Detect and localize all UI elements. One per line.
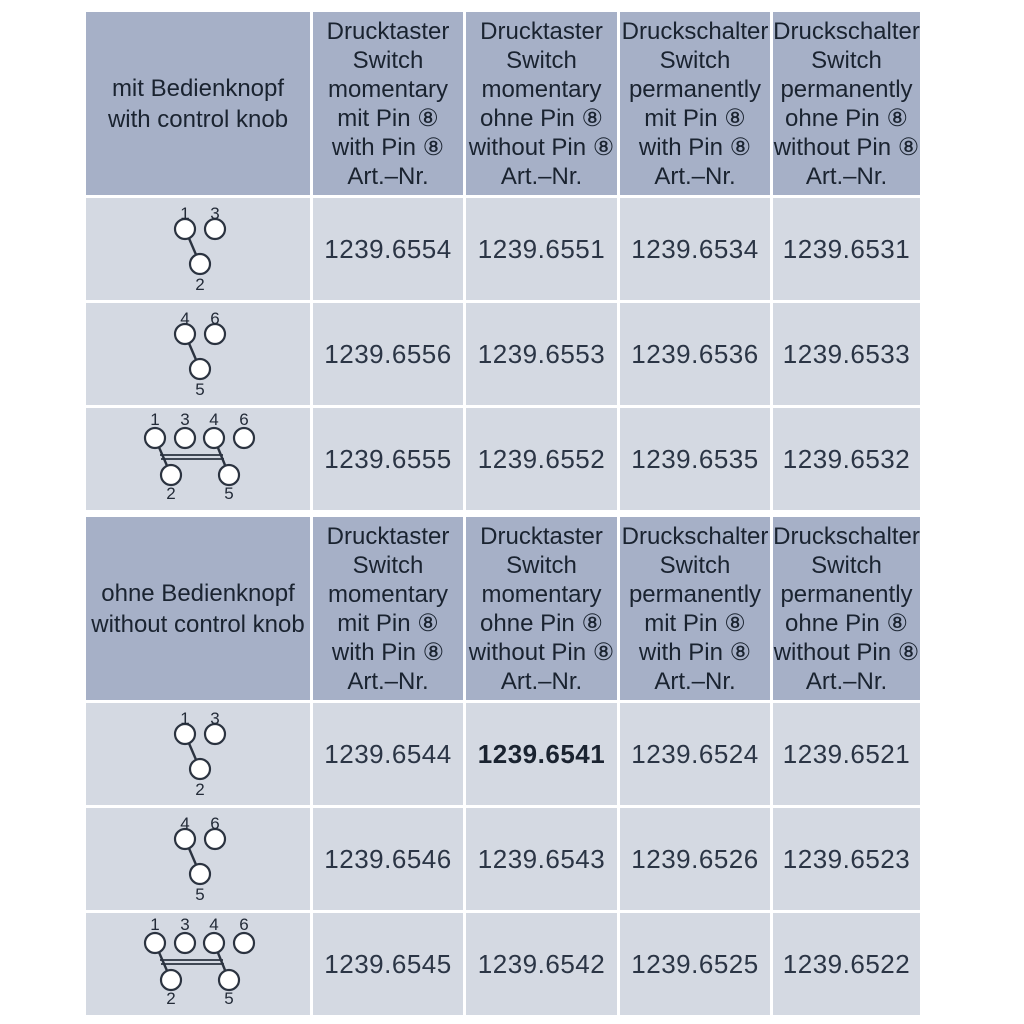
article-number-cell: 1239.6546 — [313, 808, 463, 910]
article-number-cell: 1239.6541 — [466, 703, 617, 805]
text-line: mit Bedienknopf — [111, 74, 285, 102]
text-line: Art.–Nr. — [500, 162, 583, 190]
article-number-tables — [86, 12, 920, 1022]
column-header-cell — [313, 12, 463, 195]
diagram-cell — [86, 198, 310, 300]
article-number-cell: 1239.6526 — [620, 808, 770, 910]
pin-label: 6 — [210, 814, 220, 833]
text-line: without Pin ⑧ — [468, 133, 615, 161]
text-line: Drucktaster — [480, 522, 603, 550]
pin-label: 5 — [224, 484, 234, 503]
pin-label: 3 — [180, 915, 190, 934]
pin-contact — [161, 970, 181, 990]
text-line: ohne Pin ⑧ — [480, 104, 603, 132]
text-line: Art.–Nr. — [805, 162, 888, 190]
text-line: permanently — [780, 580, 913, 608]
text-line: with control knob — [107, 105, 289, 133]
column-header-cell — [773, 12, 920, 195]
pin-label: 2 — [195, 275, 205, 294]
text-line: Drucktaster — [480, 17, 603, 45]
text-line: permanently — [628, 75, 762, 103]
pin-contact — [145, 933, 165, 953]
text-line: Switch — [659, 46, 731, 74]
pin-contact — [234, 428, 254, 448]
article-number-cell: 1239.6542 — [466, 913, 617, 1015]
text-line: without Pin ⑧ — [773, 638, 920, 666]
pin-label: 6 — [239, 410, 249, 429]
pin-label: 6 — [239, 915, 249, 934]
text-line: momentary — [481, 580, 602, 608]
diagram-cell — [86, 808, 310, 910]
pin-label: 1 — [180, 204, 190, 223]
article-number-cell: 1239.6555 — [313, 408, 463, 510]
pin-contact — [204, 933, 224, 953]
article-number-cell: 1239.6556 — [313, 303, 463, 405]
pin-label: 2 — [195, 780, 205, 799]
pin-contact — [219, 465, 239, 485]
text-line: Art.–Nr. — [805, 667, 888, 695]
pin-label: 5 — [195, 380, 205, 399]
column-header-cell — [620, 12, 770, 195]
article-number-cell: 1239.6521 — [773, 703, 920, 805]
text-line: Switch — [659, 551, 731, 579]
text-line: Switch — [352, 551, 424, 579]
article-number-cell: 1239.6531 — [773, 198, 920, 300]
article-number-cell: 1239.6524 — [620, 703, 770, 805]
circuit-diagram-spdt_46 — [86, 808, 310, 910]
pin-label: 3 — [210, 709, 220, 728]
circuit-diagram-spdt_13 — [86, 198, 310, 300]
text-line: ohne Pin ⑧ — [785, 609, 908, 637]
text-line: Druckschalter — [773, 522, 920, 550]
pin-contact — [161, 465, 181, 485]
text-line: Switch — [811, 46, 882, 74]
article-number-cell: 1239.6523 — [773, 808, 920, 910]
pin-contact — [190, 759, 210, 779]
pin-contact — [219, 970, 239, 990]
article-number-cell: 1239.6551 — [466, 198, 617, 300]
diagram-cell — [86, 408, 310, 510]
article-number-cell: 1239.6535 — [620, 408, 770, 510]
text-line: Drucktaster — [326, 17, 450, 45]
text-line: without Pin ⑧ — [468, 638, 615, 666]
diagram-cell — [86, 303, 310, 405]
text-line: Switch — [506, 46, 577, 74]
text-line: without control knob — [91, 610, 305, 638]
article-number-cell: 1239.6525 — [620, 913, 770, 1015]
pin-label: 5 — [224, 989, 234, 1008]
pin-label: 4 — [180, 309, 190, 328]
pin-contact — [175, 428, 195, 448]
circuit-diagram-dpdt_1346 — [86, 913, 310, 1015]
diagram-cell — [86, 913, 310, 1015]
text-line: with Pin ⑧ — [331, 133, 445, 161]
pin-label: 3 — [210, 204, 220, 223]
article-number-cell: 1239.6552 — [466, 408, 617, 510]
article-number-cell: 1239.6522 — [773, 913, 920, 1015]
text-line: Art.–Nr. — [654, 667, 736, 695]
pin-contact — [190, 864, 210, 884]
text-line: Druckschalter — [621, 522, 769, 550]
pin-label: 3 — [180, 410, 190, 429]
pin-label: 1 — [150, 410, 160, 429]
column-header-cell — [313, 517, 463, 700]
pin-contact — [190, 359, 210, 379]
pin-contact — [175, 933, 195, 953]
pin-contact — [190, 254, 210, 274]
text-line: Art.–Nr. — [654, 162, 736, 190]
circuit-diagram-dpdt_1346 — [86, 408, 310, 510]
text-line: Art.–Nr. — [347, 162, 429, 190]
diagram-cell — [86, 703, 310, 805]
text-line: with Pin ⑧ — [331, 638, 445, 666]
text-line: momentary — [481, 75, 602, 103]
text-line: Switch — [352, 46, 424, 74]
article-number-cell: 1239.6544 — [313, 703, 463, 805]
pin-label: 1 — [150, 915, 160, 934]
article-number-cell: 1239.6554 — [313, 198, 463, 300]
row-header-cell — [86, 12, 310, 195]
pin-contact — [145, 428, 165, 448]
article-number-cell: 1239.6532 — [773, 408, 920, 510]
pin-label: 6 — [210, 309, 220, 328]
product-table-with-control-knob — [86, 12, 920, 510]
row-header-cell — [86, 517, 310, 700]
pin-label: 4 — [209, 410, 219, 429]
pin-label: 4 — [180, 814, 190, 833]
text-line: mit Pin ⑧ — [337, 104, 439, 132]
article-number-cell: 1239.6545 — [313, 913, 463, 1015]
article-number-cell: 1239.6553 — [466, 303, 617, 405]
article-number-cell: 1239.6534 — [620, 198, 770, 300]
text-line: with Pin ⑧ — [638, 638, 752, 666]
pin-label: 4 — [209, 915, 219, 934]
text-line: Druckschalter — [621, 17, 769, 45]
text-line: Druckschalter — [773, 17, 920, 45]
pin-label: 5 — [195, 885, 205, 904]
column-header-cell — [466, 517, 617, 700]
text-line: ohne Bedienknopf — [101, 579, 295, 607]
circuit-diagram-spdt_13 — [86, 703, 310, 805]
column-header-cell — [466, 12, 617, 195]
article-number-cell: 1239.6533 — [773, 303, 920, 405]
text-line: ohne Pin ⑧ — [785, 104, 908, 132]
pin-contact — [234, 933, 254, 953]
text-line: permanently — [628, 580, 762, 608]
text-line: Art.–Nr. — [500, 667, 583, 695]
pin-contact — [204, 428, 224, 448]
text-line: Art.–Nr. — [347, 667, 429, 695]
text-line: Switch — [811, 551, 882, 579]
text-line: permanently — [780, 75, 913, 103]
circuit-diagram-spdt_46 — [86, 303, 310, 405]
article-number-cell: 1239.6536 — [620, 303, 770, 405]
article-number-cell: 1239.6543 — [466, 808, 617, 910]
product-table-without-control-knob — [86, 517, 920, 1015]
text-line: mit Pin ⑧ — [337, 609, 439, 637]
text-line: momentary — [327, 75, 449, 103]
text-line: mit Pin ⑧ — [644, 104, 746, 132]
column-header-cell — [773, 517, 920, 700]
text-line: ohne Pin ⑧ — [480, 609, 603, 637]
pin-label: 2 — [166, 989, 176, 1008]
text-line: mit Pin ⑧ — [644, 609, 746, 637]
pin-label: 2 — [166, 484, 176, 503]
text-line: without Pin ⑧ — [773, 133, 920, 161]
column-header-cell — [620, 517, 770, 700]
text-line: Switch — [506, 551, 577, 579]
text-line: with Pin ⑧ — [638, 133, 752, 161]
pin-label: 1 — [180, 709, 190, 728]
text-line: momentary — [327, 580, 449, 608]
text-line: Drucktaster — [326, 522, 450, 550]
